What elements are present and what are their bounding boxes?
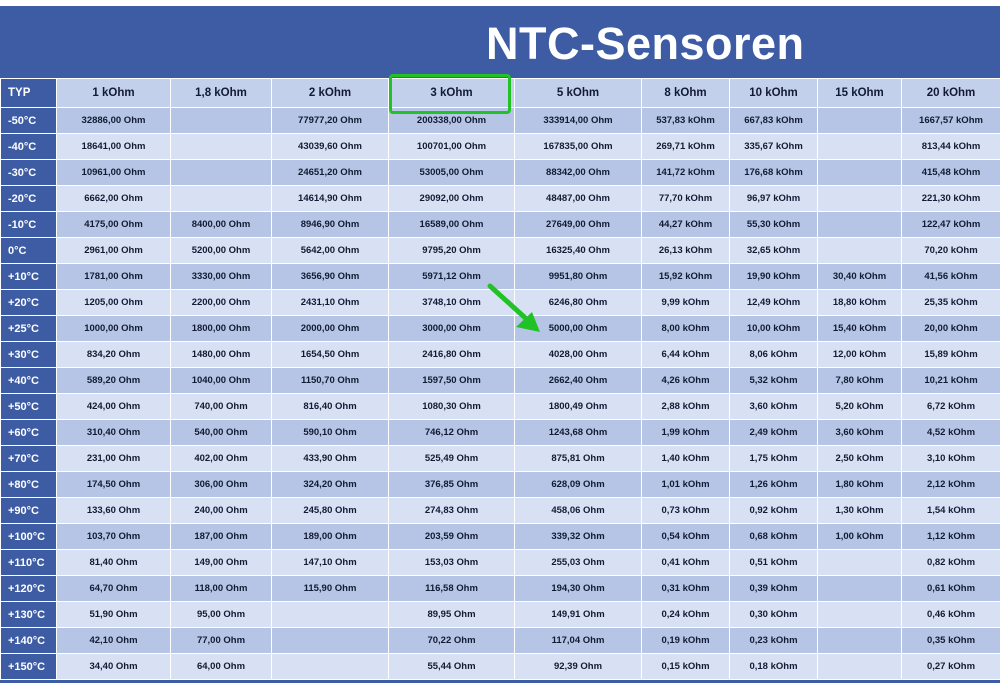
resistance-cell: 5971,12 Ohm bbox=[389, 264, 515, 290]
resistance-cell: 92,39 Ohm bbox=[515, 654, 642, 680]
resistance-cell: 0,51 kOhm bbox=[730, 550, 818, 576]
temperature-cell: +30°C bbox=[1, 342, 57, 368]
temperature-cell: -20°C bbox=[1, 186, 57, 212]
resistance-cell: 1,30 kOhm bbox=[818, 498, 902, 524]
temperature-cell: +120°C bbox=[1, 576, 57, 602]
resistance-cell: 2961,00 Ohm bbox=[57, 238, 171, 264]
ntc-table bbox=[0, 78, 1000, 680]
resistance-cell: 1,12 kOhm bbox=[902, 524, 1000, 550]
resistance-cell: 245,80 Ohm bbox=[272, 498, 389, 524]
resistance-cell: 1800,49 Ohm bbox=[515, 394, 642, 420]
temperature-cell: +130°C bbox=[1, 602, 57, 628]
resistance-cell: 32886,00 Ohm bbox=[57, 108, 171, 134]
resistance-cell: 537,83 kOhm bbox=[642, 108, 730, 134]
resistance-cell: 310,40 Ohm bbox=[57, 420, 171, 446]
resistance-cell bbox=[171, 160, 272, 186]
resistance-cell: 2416,80 Ohm bbox=[389, 342, 515, 368]
column-header: 2 kOhm bbox=[272, 79, 389, 108]
temperature-cell: +110°C bbox=[1, 550, 57, 576]
resistance-cell: 1597,50 Ohm bbox=[389, 368, 515, 394]
resistance-cell: 274,83 Ohm bbox=[389, 498, 515, 524]
resistance-cell: 89,95 Ohm bbox=[389, 602, 515, 628]
resistance-cell: 0,15 kOhm bbox=[642, 654, 730, 680]
resistance-cell: 740,00 Ohm bbox=[171, 394, 272, 420]
resistance-cell: 1243,68 Ohm bbox=[515, 420, 642, 446]
resistance-cell: 1480,00 Ohm bbox=[171, 342, 272, 368]
highlight-box-3kohm bbox=[389, 74, 511, 114]
table-row bbox=[1, 212, 1000, 238]
resistance-cell: 0,41 kOhm bbox=[642, 550, 730, 576]
resistance-cell: 187,00 Ohm bbox=[171, 524, 272, 550]
resistance-cell: 746,12 Ohm bbox=[389, 420, 515, 446]
resistance-cell: 6662,00 Ohm bbox=[57, 186, 171, 212]
resistance-cell bbox=[818, 238, 902, 264]
resistance-cell: 6246,80 Ohm bbox=[515, 290, 642, 316]
temperature-cell: +50°C bbox=[1, 394, 57, 420]
resistance-cell: 816,40 Ohm bbox=[272, 394, 389, 420]
resistance-cell: 100701,00 Ohm bbox=[389, 134, 515, 160]
resistance-cell: 255,03 Ohm bbox=[515, 550, 642, 576]
resistance-cell: 6,72 kOhm bbox=[902, 394, 1000, 420]
resistance-cell: 55,44 Ohm bbox=[389, 654, 515, 680]
resistance-cell: 147,10 Ohm bbox=[272, 550, 389, 576]
resistance-cell: 0,23 kOhm bbox=[730, 628, 818, 654]
resistance-cell: 376,85 Ohm bbox=[389, 472, 515, 498]
resistance-cell: 42,10 Ohm bbox=[57, 628, 171, 654]
resistance-cell: 0,27 kOhm bbox=[902, 654, 1000, 680]
resistance-cell bbox=[818, 550, 902, 576]
resistance-cell bbox=[818, 628, 902, 654]
resistance-cell: 589,20 Ohm bbox=[57, 368, 171, 394]
resistance-cell: 2,12 kOhm bbox=[902, 472, 1000, 498]
temperature-cell: +20°C bbox=[1, 290, 57, 316]
resistance-cell: 7,80 kOhm bbox=[818, 368, 902, 394]
resistance-cell: 221,30 kOhm bbox=[902, 186, 1000, 212]
resistance-cell: 176,68 kOhm bbox=[730, 160, 818, 186]
column-header: 3 kOhm bbox=[389, 79, 515, 108]
resistance-cell: 149,00 Ohm bbox=[171, 550, 272, 576]
resistance-cell: 1,54 kOhm bbox=[902, 498, 1000, 524]
resistance-cell: 9951,80 Ohm bbox=[515, 264, 642, 290]
resistance-cell: 1,99 kOhm bbox=[642, 420, 730, 446]
resistance-cell: 333914,00 Ohm bbox=[515, 108, 642, 134]
resistance-cell: 96,97 kOhm bbox=[730, 186, 818, 212]
resistance-cell: 30,40 kOhm bbox=[818, 264, 902, 290]
resistance-cell: 20,00 kOhm bbox=[902, 316, 1000, 342]
temperature-cell: +150°C bbox=[1, 654, 57, 680]
resistance-cell: 402,00 Ohm bbox=[171, 446, 272, 472]
temperature-cell: 0°C bbox=[1, 238, 57, 264]
resistance-cell: 95,00 Ohm bbox=[171, 602, 272, 628]
resistance-cell: 203,59 Ohm bbox=[389, 524, 515, 550]
resistance-cell: 55,30 kOhm bbox=[730, 212, 818, 238]
resistance-cell: 34,40 Ohm bbox=[57, 654, 171, 680]
ntc-sheet bbox=[0, 6, 1000, 683]
resistance-cell: 194,30 Ohm bbox=[515, 576, 642, 602]
resistance-cell: 18,80 kOhm bbox=[818, 290, 902, 316]
table-row bbox=[1, 654, 1000, 680]
resistance-cell: 4,52 kOhm bbox=[902, 420, 1000, 446]
resistance-cell: 1,01 kOhm bbox=[642, 472, 730, 498]
resistance-cell: 81,40 Ohm bbox=[57, 550, 171, 576]
resistance-cell: 27649,00 Ohm bbox=[515, 212, 642, 238]
resistance-cell: 64,00 Ohm bbox=[171, 654, 272, 680]
resistance-cell: 18641,00 Ohm bbox=[57, 134, 171, 160]
resistance-cell: 3,60 kOhm bbox=[818, 420, 902, 446]
resistance-cell: 3748,10 Ohm bbox=[389, 290, 515, 316]
resistance-cell: 25,35 kOhm bbox=[902, 290, 1000, 316]
resistance-cell: 115,90 Ohm bbox=[272, 576, 389, 602]
resistance-cell: 1205,00 Ohm bbox=[57, 290, 171, 316]
resistance-cell: 153,03 Ohm bbox=[389, 550, 515, 576]
resistance-cell: 77,00 Ohm bbox=[171, 628, 272, 654]
resistance-cell: 3,60 kOhm bbox=[730, 394, 818, 420]
temperature-cell: +60°C bbox=[1, 420, 57, 446]
resistance-cell: 0,19 kOhm bbox=[642, 628, 730, 654]
resistance-cell bbox=[272, 628, 389, 654]
resistance-cell: 1,00 kOhm bbox=[818, 524, 902, 550]
resistance-cell: 1040,00 Ohm bbox=[171, 368, 272, 394]
resistance-cell: 1000,00 Ohm bbox=[57, 316, 171, 342]
temperature-cell: +25°C bbox=[1, 316, 57, 342]
resistance-cell bbox=[171, 186, 272, 212]
resistance-cell: 0,18 kOhm bbox=[730, 654, 818, 680]
resistance-cell: 77,70 kOhm bbox=[642, 186, 730, 212]
resistance-cell: 1667,57 kOhm bbox=[902, 108, 1000, 134]
resistance-cell: 1,80 kOhm bbox=[818, 472, 902, 498]
resistance-cell: 269,71 kOhm bbox=[642, 134, 730, 160]
resistance-cell: 116,58 Ohm bbox=[389, 576, 515, 602]
title-band bbox=[0, 6, 1000, 78]
table-row bbox=[1, 602, 1000, 628]
resistance-cell: 667,83 kOhm bbox=[730, 108, 818, 134]
temperature-cell: +80°C bbox=[1, 472, 57, 498]
table-row bbox=[1, 446, 1000, 472]
resistance-cell: 24651,20 Ohm bbox=[272, 160, 389, 186]
resistance-cell: 813,44 kOhm bbox=[902, 134, 1000, 160]
resistance-cell: 0,82 kOhm bbox=[902, 550, 1000, 576]
resistance-cell: 133,60 Ohm bbox=[57, 498, 171, 524]
resistance-cell bbox=[171, 134, 272, 160]
table-row bbox=[1, 342, 1000, 368]
resistance-cell: 433,90 Ohm bbox=[272, 446, 389, 472]
resistance-cell: 43039,60 Ohm bbox=[272, 134, 389, 160]
resistance-cell: 3,10 kOhm bbox=[902, 446, 1000, 472]
resistance-cell: 1080,30 Ohm bbox=[389, 394, 515, 420]
resistance-cell: 424,00 Ohm bbox=[57, 394, 171, 420]
resistance-cell: 0,24 kOhm bbox=[642, 602, 730, 628]
resistance-cell: 10,00 kOhm bbox=[730, 316, 818, 342]
resistance-cell bbox=[818, 602, 902, 628]
resistance-cell: 458,06 Ohm bbox=[515, 498, 642, 524]
resistance-cell: 26,13 kOhm bbox=[642, 238, 730, 264]
resistance-cell bbox=[171, 108, 272, 134]
resistance-cell: 231,00 Ohm bbox=[57, 446, 171, 472]
table-row bbox=[1, 186, 1000, 212]
resistance-cell: 628,09 Ohm bbox=[515, 472, 642, 498]
temperature-cell: +10°C bbox=[1, 264, 57, 290]
resistance-cell: 1,26 kOhm bbox=[730, 472, 818, 498]
resistance-cell: 103,70 Ohm bbox=[57, 524, 171, 550]
temperature-cell: -10°C bbox=[1, 212, 57, 238]
resistance-cell: 415,48 kOhm bbox=[902, 160, 1000, 186]
resistance-cell: 5642,00 Ohm bbox=[272, 238, 389, 264]
column-header: 8 kOhm bbox=[642, 79, 730, 108]
resistance-cell: 1,40 kOhm bbox=[642, 446, 730, 472]
resistance-cell: 2000,00 Ohm bbox=[272, 316, 389, 342]
resistance-cell: 167835,00 Ohm bbox=[515, 134, 642, 160]
resistance-cell: 5000,00 Ohm bbox=[515, 316, 642, 342]
resistance-cell bbox=[272, 602, 389, 628]
resistance-cell: 0,54 kOhm bbox=[642, 524, 730, 550]
resistance-cell: 117,04 Ohm bbox=[515, 628, 642, 654]
resistance-cell: 15,40 kOhm bbox=[818, 316, 902, 342]
table-row bbox=[1, 394, 1000, 420]
resistance-cell: 2662,40 Ohm bbox=[515, 368, 642, 394]
table-body bbox=[1, 108, 1000, 680]
resistance-cell bbox=[818, 212, 902, 238]
table-row bbox=[1, 472, 1000, 498]
resistance-cell: 19,90 kOhm bbox=[730, 264, 818, 290]
resistance-cell: 0,39 kOhm bbox=[730, 576, 818, 602]
resistance-cell: 0,46 kOhm bbox=[902, 602, 1000, 628]
resistance-cell: 1654,50 Ohm bbox=[272, 342, 389, 368]
resistance-cell: 118,00 Ohm bbox=[171, 576, 272, 602]
page-title: NTC-Sensoren bbox=[486, 18, 805, 69]
resistance-cell: 29092,00 Ohm bbox=[389, 186, 515, 212]
resistance-cell: 0,31 kOhm bbox=[642, 576, 730, 602]
temperature-cell: +140°C bbox=[1, 628, 57, 654]
resistance-cell: 16589,00 Ohm bbox=[389, 212, 515, 238]
resistance-cell: 1800,00 Ohm bbox=[171, 316, 272, 342]
resistance-cell: 77977,20 Ohm bbox=[272, 108, 389, 134]
temperature-cell: +70°C bbox=[1, 446, 57, 472]
resistance-cell: 12,00 kOhm bbox=[818, 342, 902, 368]
resistance-cell: 324,20 Ohm bbox=[272, 472, 389, 498]
resistance-cell: 15,89 kOhm bbox=[902, 342, 1000, 368]
resistance-cell: 2,50 kOhm bbox=[818, 446, 902, 472]
resistance-cell: 0,61 kOhm bbox=[902, 576, 1000, 602]
resistance-cell: 149,91 Ohm bbox=[515, 602, 642, 628]
resistance-cell: 141,72 kOhm bbox=[642, 160, 730, 186]
table-row bbox=[1, 498, 1000, 524]
resistance-cell: 8,06 kOhm bbox=[730, 342, 818, 368]
resistance-cell: 9795,20 Ohm bbox=[389, 238, 515, 264]
table-row bbox=[1, 134, 1000, 160]
temperature-cell: +40°C bbox=[1, 368, 57, 394]
column-header: 10 kOhm bbox=[730, 79, 818, 108]
resistance-cell bbox=[272, 654, 389, 680]
resistance-cell: 875,81 Ohm bbox=[515, 446, 642, 472]
resistance-cell: 70,22 Ohm bbox=[389, 628, 515, 654]
resistance-cell: 0,73 kOhm bbox=[642, 498, 730, 524]
table-row bbox=[1, 420, 1000, 446]
resistance-cell: 240,00 Ohm bbox=[171, 498, 272, 524]
resistance-cell: 189,00 Ohm bbox=[272, 524, 389, 550]
resistance-cell bbox=[818, 134, 902, 160]
resistance-cell: 4028,00 Ohm bbox=[515, 342, 642, 368]
resistance-cell: 41,56 kOhm bbox=[902, 264, 1000, 290]
temperature-cell: +100°C bbox=[1, 524, 57, 550]
table-row bbox=[1, 238, 1000, 264]
resistance-cell: 1150,70 Ohm bbox=[272, 368, 389, 394]
table-row bbox=[1, 160, 1000, 186]
resistance-cell: 540,00 Ohm bbox=[171, 420, 272, 446]
resistance-cell: 0,35 kOhm bbox=[902, 628, 1000, 654]
arrow-icon bbox=[486, 282, 546, 336]
resistance-cell: 3000,00 Ohm bbox=[389, 316, 515, 342]
resistance-cell: 53005,00 Ohm bbox=[389, 160, 515, 186]
resistance-cell: 51,90 Ohm bbox=[57, 602, 171, 628]
table-row bbox=[1, 368, 1000, 394]
temperature-cell: -50°C bbox=[1, 108, 57, 134]
resistance-cell: 0,30 kOhm bbox=[730, 602, 818, 628]
column-header: 5 kOhm bbox=[515, 79, 642, 108]
resistance-cell: 4,26 kOhm bbox=[642, 368, 730, 394]
resistance-cell: 122,47 kOhm bbox=[902, 212, 1000, 238]
resistance-cell: 64,70 Ohm bbox=[57, 576, 171, 602]
resistance-cell: 5,20 kOhm bbox=[818, 394, 902, 420]
resistance-cell: 525,49 Ohm bbox=[389, 446, 515, 472]
resistance-cell: 15,92 kOhm bbox=[642, 264, 730, 290]
resistance-cell: 14614,90 Ohm bbox=[272, 186, 389, 212]
resistance-cell: 5,32 kOhm bbox=[730, 368, 818, 394]
resistance-cell bbox=[818, 160, 902, 186]
resistance-cell: 16325,40 Ohm bbox=[515, 238, 642, 264]
resistance-cell: 335,67 kOhm bbox=[730, 134, 818, 160]
column-header: 20 kOhm bbox=[902, 79, 1000, 108]
resistance-cell bbox=[818, 654, 902, 680]
resistance-cell: 12,49 kOhm bbox=[730, 290, 818, 316]
column-header: 1,8 kOhm bbox=[171, 79, 272, 108]
resistance-cell bbox=[818, 108, 902, 134]
table-row bbox=[1, 628, 1000, 654]
resistance-cell: 2,88 kOhm bbox=[642, 394, 730, 420]
column-header: 1 kOhm bbox=[57, 79, 171, 108]
resistance-cell bbox=[818, 186, 902, 212]
resistance-cell: 10961,00 Ohm bbox=[57, 160, 171, 186]
resistance-cell: 200338,00 Ohm bbox=[389, 108, 515, 134]
resistance-cell: 32,65 kOhm bbox=[730, 238, 818, 264]
resistance-cell: 8400,00 Ohm bbox=[171, 212, 272, 238]
resistance-cell: 2,49 kOhm bbox=[730, 420, 818, 446]
resistance-cell: 3656,90 Ohm bbox=[272, 264, 389, 290]
resistance-cell: 6,44 kOhm bbox=[642, 342, 730, 368]
resistance-cell: 8,00 kOhm bbox=[642, 316, 730, 342]
resistance-cell: 5200,00 Ohm bbox=[171, 238, 272, 264]
resistance-cell: 174,50 Ohm bbox=[57, 472, 171, 498]
resistance-cell: 10,21 kOhm bbox=[902, 368, 1000, 394]
resistance-cell: 4175,00 Ohm bbox=[57, 212, 171, 238]
resistance-cell: 0,68 kOhm bbox=[730, 524, 818, 550]
temperature-cell: -40°C bbox=[1, 134, 57, 160]
table-row bbox=[1, 550, 1000, 576]
column-header: 15 kOhm bbox=[818, 79, 902, 108]
resistance-cell: 88342,00 Ohm bbox=[515, 160, 642, 186]
resistance-cell: 0,92 kOhm bbox=[730, 498, 818, 524]
resistance-cell: 2431,10 Ohm bbox=[272, 290, 389, 316]
resistance-cell: 1,75 kOhm bbox=[730, 446, 818, 472]
temperature-cell: -30°C bbox=[1, 160, 57, 186]
temperature-cell: +90°C bbox=[1, 498, 57, 524]
resistance-cell: 44,27 kOhm bbox=[642, 212, 730, 238]
resistance-cell: 834,20 Ohm bbox=[57, 342, 171, 368]
resistance-cell: 339,32 Ohm bbox=[515, 524, 642, 550]
resistance-cell bbox=[818, 576, 902, 602]
resistance-cell: 306,00 Ohm bbox=[171, 472, 272, 498]
resistance-cell: 48487,00 Ohm bbox=[515, 186, 642, 212]
resistance-cell: 3330,00 Ohm bbox=[171, 264, 272, 290]
resistance-cell: 2200,00 Ohm bbox=[171, 290, 272, 316]
resistance-cell: 9,99 kOhm bbox=[642, 290, 730, 316]
table-row bbox=[1, 576, 1000, 602]
resistance-cell: 1781,00 Ohm bbox=[57, 264, 171, 290]
resistance-cell: 590,10 Ohm bbox=[272, 420, 389, 446]
resistance-cell: 70,20 kOhm bbox=[902, 238, 1000, 264]
column-header-typ: TYP bbox=[1, 79, 57, 108]
resistance-cell: 8946,90 Ohm bbox=[272, 212, 389, 238]
table-row bbox=[1, 524, 1000, 550]
